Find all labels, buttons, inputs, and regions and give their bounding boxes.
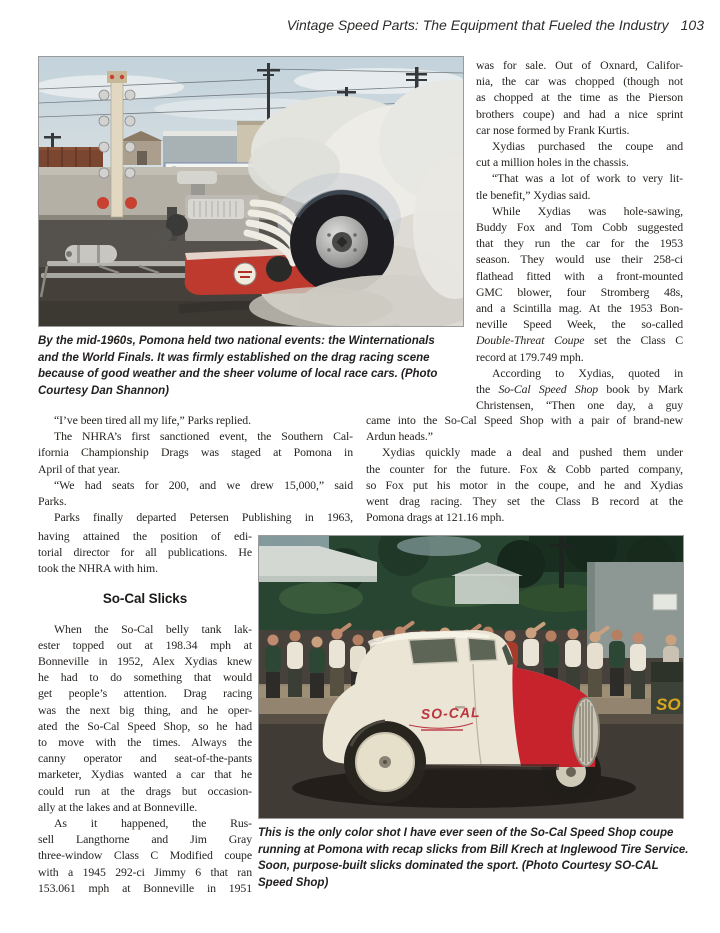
text-line: “I’ve been tired all my life,” Parks replied. (54, 413, 251, 427)
text-line: tle benefit,” Xydias said. (476, 187, 591, 202)
text-line: neville Speed Week, the so-called (476, 317, 683, 332)
bystander-vehicle-text: SO (656, 695, 681, 714)
text-line: The NHRA’s first sanctioned event, the Southern Cal- (54, 429, 353, 444)
text-line: “That was a lot of work to very lit- (492, 171, 683, 186)
column-right-top (476, 57, 683, 413)
chapter-title: Vintage Speed Parts: The Equipment that Fueled the Industry (286, 17, 669, 33)
text-line: Christensen, “Then one day, a guy (476, 398, 683, 413)
text-line: “We had seats for 200, and we drew 15,000,” said (54, 477, 353, 492)
page-number: 103 (680, 17, 704, 33)
text-line: Double-Threat Coupe set the Class C (476, 333, 684, 348)
cowl-roundel (234, 263, 256, 285)
text-line: Parks finally departed Petersen Publishing in 1963, (54, 510, 353, 525)
text-line: as chopped at the time as the Pierson (476, 90, 683, 105)
text-line: having attained the position of edi- (38, 529, 252, 543)
bottom-photo-socal-coupe (258, 535, 684, 819)
dragster-burnout-illustration (39, 57, 463, 326)
text-line: he had to do something that would (38, 670, 252, 685)
text-line: could run at the drags but occasion- (38, 783, 252, 798)
text-line: that they run the car for the 1953 (476, 236, 683, 251)
text-line: was the next big thing, and he oper- (38, 702, 252, 717)
bottom-photo-caption: This is the only color shot I have ever seen of the So-Cal Speed Shop coupe running at Pomona with recap slicks from Bill Krech at Inglewood Tire Service. Soon, purpose-built slicks dominated the sport. (Photo Courtesy SO-CAL Speed Shop) (258, 827, 689, 889)
text-line: sell Langthorne and Jim Gray (38, 832, 252, 847)
text-line: with a 1945 292-ci Jimmy 6 that ran (38, 864, 252, 879)
column-left-mid (38, 412, 353, 525)
text-line: Pomona drags at 121.16 mph. (366, 510, 505, 525)
text-line: 153.061 mph at Bonneville in 1951 (38, 880, 252, 895)
text-line: car nose formed by Frank Kurtis. (476, 122, 630, 137)
top-photo-dragster (38, 56, 464, 327)
text-line: Buddy Fox and Tom Cobb suggested (476, 220, 683, 235)
text-line: nia, the car was chopped (though not (476, 74, 683, 89)
text-line: According to Xydias, quoted in (492, 365, 683, 380)
text-line: to move with the times. Always the (38, 735, 252, 750)
text-line: Bonneville in 1952, Alex Xydias knew (38, 654, 252, 669)
text-line: marketer, Xydias wanted a car that he (38, 767, 252, 782)
underbody-shadow (419, 764, 559, 770)
text-line: cut a million holes in the chassis. (476, 155, 629, 170)
text-line: ester topped out at 198.34 mph at (38, 637, 252, 652)
text-line: When the So-Cal belly tank lak- (54, 621, 252, 636)
section-heading: So-Cal Slicks (102, 590, 188, 606)
running-head (0, 17, 704, 33)
text-line: flathead fitted with a front-mounted (476, 268, 683, 283)
top-photo-caption: By the mid-1960s, Pomona held two national events: the Winternationals and the World Finals. It was firmly established on the drag racing scene because of good weather and the sheer volume of local race cars. (Photo Courtesy Dan Shannon) (38, 335, 438, 397)
door-text: SO-CAL (420, 703, 481, 722)
text-line: torial director for all publications. He (38, 545, 252, 560)
text-line: ated the So-Cal Speed Shop, so he had (38, 718, 252, 733)
column-right-wide (366, 412, 683, 525)
text-line: April of that year. (38, 461, 120, 476)
column-left-narrow (38, 528, 252, 896)
rear-wheel (344, 721, 426, 803)
text-line: the counter for the future. Fox & Cobb parted company, (366, 461, 683, 476)
text-line: season. They would use their 258-ci (476, 252, 683, 267)
text-line: get people’s attention. Drag racing (38, 686, 252, 701)
text-line: record at 179.749 mph. (476, 349, 584, 364)
text-line: Xydias purchased the coupe and (492, 139, 683, 154)
door-subtext-line (421, 729, 463, 731)
text-line: Parks. (38, 494, 67, 509)
text-line: ally at the lakes and at Bonneville. (38, 799, 198, 814)
left-narrow-body (38, 621, 252, 896)
text-line: was for sale. Out of Oxnard, Califor- (476, 58, 683, 72)
text-line: Xydias quickly made a deal and pushed them under (382, 445, 683, 460)
text-line: While Xydias was hole-sawing, (492, 203, 683, 218)
text-line: came into the So-Cal Speed Shop with a pair of brand-new (366, 413, 683, 427)
text-line: As it happened, the Rus- (54, 816, 252, 831)
text-line: Ardun heads.” (366, 429, 433, 444)
text-line: went drag racing. They set the Class B record at the (366, 494, 683, 509)
text-line: GMC blower, four Stromberg 48s, (476, 284, 683, 299)
text-line: brothers coupe) and had a nice sprint (476, 106, 683, 121)
text-line: so Fox put his motor in the coupe, and he and Xydias (366, 477, 683, 492)
text-line: canny operator and seat-of-the-pants (38, 751, 252, 766)
text-line: and a Scintilla mag. At the 1953 Bon- (476, 301, 683, 316)
text-line: took the NHRA with him. (38, 561, 158, 576)
text-line: three-window Class C Modified coupe (38, 848, 252, 863)
text-line: ifornia Championship Drags was staged at Pomona in (38, 445, 353, 460)
left-narrow-continuation (38, 528, 252, 577)
socal-coupe-illustration (259, 536, 683, 818)
text-line: the So-Cal Speed Shop book by Mark (476, 382, 683, 397)
